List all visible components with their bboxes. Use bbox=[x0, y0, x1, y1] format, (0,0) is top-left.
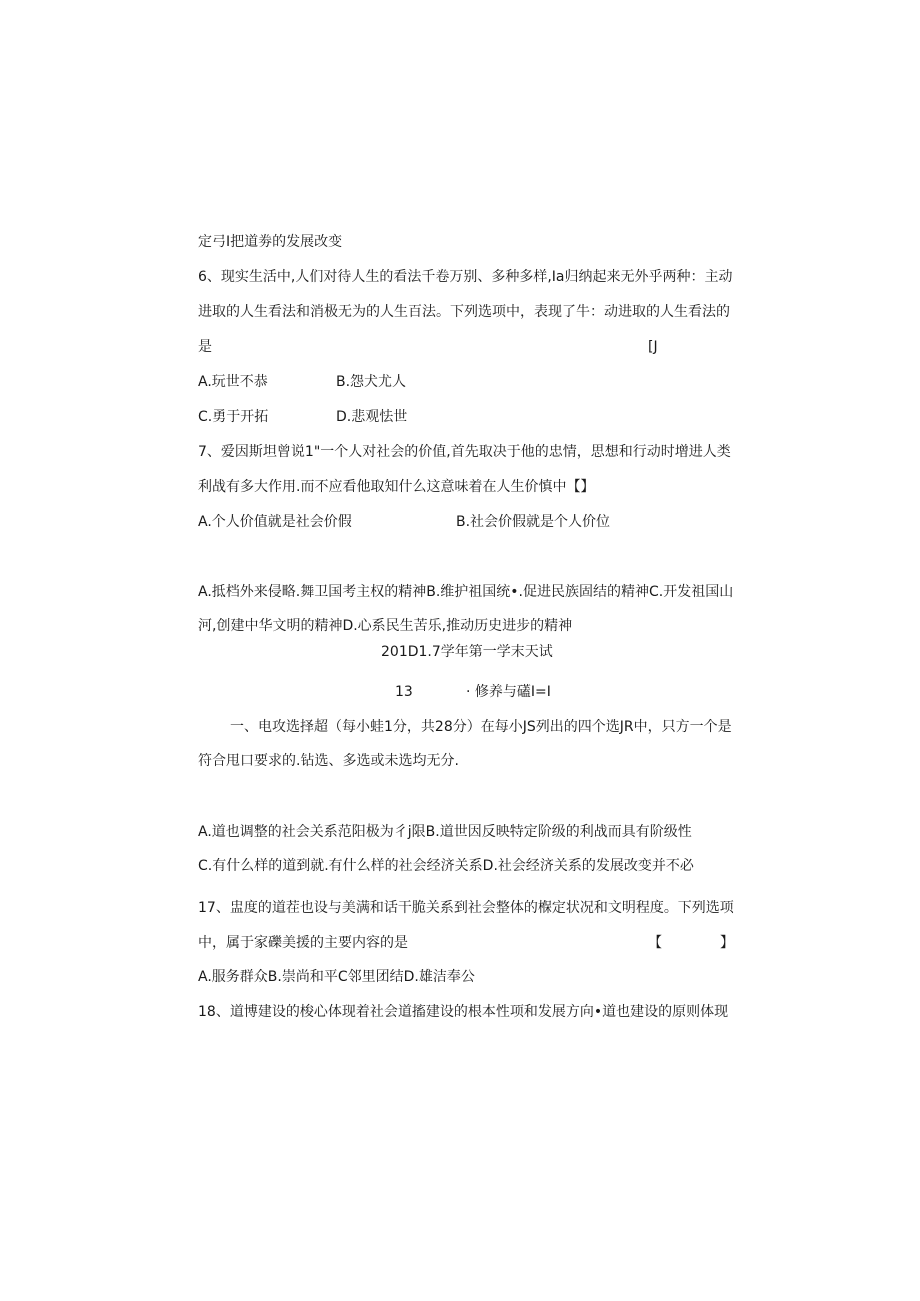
section-instructions-line-2: 符合甩口要求的.钻选、多选或未选均无分. bbox=[198, 753, 459, 769]
answer-bracket-close: 】 bbox=[720, 935, 734, 951]
option-b: B.怨犬尤人 bbox=[336, 374, 407, 390]
options-line-1: A.道也调整的社会关系范阳极为彳j限B.道世因反映特定阶级的利战而具有阶级性 bbox=[198, 824, 692, 840]
options-line-1: A.抵档外来侵略.舞卫国考主权的精神B.维护祖国统•.促进民族固结的精神C.开发祖国山 bbox=[198, 584, 734, 600]
section-instructions-line-1: 一、电攻选择超（每小蛙1分，共28分）在每小JS列出的四个选JR中，只方一个是 bbox=[230, 719, 732, 735]
option-a: A.个人价值就是社会价假 bbox=[198, 514, 352, 530]
option-d: D.悲观怯世 bbox=[336, 409, 408, 425]
option-a: A.玩世不恭 bbox=[198, 374, 268, 390]
text-line: 定弓I把道劵的发展改变 bbox=[198, 234, 343, 250]
question-7-line-1: 7、爱因斯坦曾说1"一个人对社会的价值,首先取决于他的忠情，思想和行动时增进人类 bbox=[198, 444, 731, 460]
question-17-line-1: 17、盅度的道茬也设与美满和话干脆关系到社会整体的椺定状况和文明程度。下列选项 bbox=[198, 900, 734, 916]
options-line-2: 河,创建中华文明的精神D.心系民生苦乐,推动历史进步的精神 bbox=[198, 618, 573, 634]
question-18-line-1: 18、道博建设的梭心体现着社会道搐建设的根本性项和发展方向•道也建设的原则体现 bbox=[198, 1004, 729, 1020]
subject-number: 13 bbox=[395, 684, 413, 700]
question-17-options: A.服务群众B.崇尚和平C邻里团结D.雄洁奉公 bbox=[198, 969, 475, 985]
question-6-line-2: 进取的人生看法和消极无为的人生百法。下列选项中，表现了牛：动进取的人生看法的 bbox=[198, 304, 730, 320]
question-17-line-2: 中，属于家礫美援的主要内容的是 bbox=[198, 935, 408, 951]
question-7-line-2: 利战有多大作用.而不应看他取知什么这意味着在人生价慎中【】 bbox=[198, 479, 595, 495]
options-line-2: C.有什么样的道到就.有什么样的社会经济关系D.社会经济关系的发展改变并不必 bbox=[198, 858, 694, 874]
option-c: C.勇于开拓 bbox=[198, 409, 269, 425]
answer-bracket-open: 【 bbox=[648, 935, 662, 951]
answer-bracket: [J bbox=[648, 339, 658, 355]
question-6-line-1: 6、现实生活中,人们对待人生的看法千卷万别、多种多样,Ia归纳起来无外乎两种：主动 bbox=[198, 269, 733, 285]
subject-title: · 修养与礚I=I bbox=[466, 684, 551, 700]
exam-title: 201D1.7学年第一学末天试 bbox=[381, 644, 553, 660]
option-b: B.社会价假就是个人价位 bbox=[456, 514, 611, 530]
question-6-line-3: 是 bbox=[198, 339, 212, 355]
